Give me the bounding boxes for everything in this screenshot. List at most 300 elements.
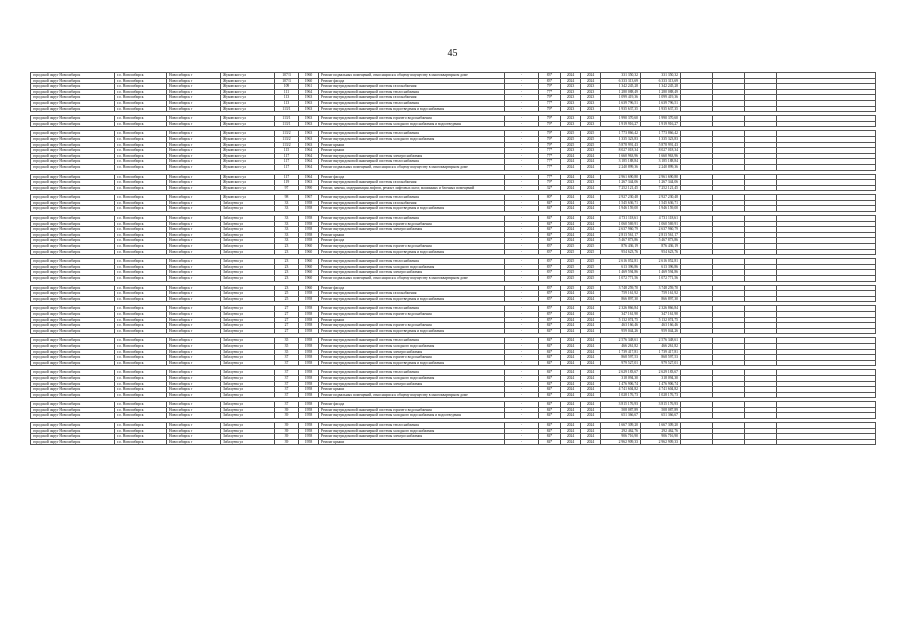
city-cell: Новосибирск г — [167, 216, 221, 222]
street-cell: Жуковского ул — [221, 136, 275, 142]
dash-cell: - — [505, 291, 539, 297]
year-built-cell: 1958 — [299, 291, 319, 297]
municipality-cell: городской округ Новосибирск — [31, 423, 115, 429]
street-cell: Забалуева ул — [221, 338, 275, 344]
total-cost-cell: 466 261,82 — [641, 343, 681, 349]
wear-cell: 77* — [539, 89, 561, 95]
work-type-cell: Ремонт внутридомовой инженерной системы теплоснабжения — [319, 338, 505, 344]
year-built-cell: 1967 — [299, 195, 319, 201]
house-number-cell: 113/1 — [275, 106, 299, 112]
municipality-cell: городской округ Новосибирск — [31, 106, 115, 112]
street-cell: Забалуева ул — [221, 370, 275, 376]
municipality-cell: городской округ Новосибирск — [31, 407, 115, 413]
wear-cell: 83* — [539, 244, 561, 250]
total-cost-cell: 868 597,53 — [641, 355, 681, 361]
year-built-cell: 1964 — [299, 148, 319, 154]
cost-cell: 1 773 866,42 — [601, 131, 641, 137]
city-cell: Новосибирск г — [167, 343, 221, 349]
dash-cell: - — [505, 370, 539, 376]
cost-cell: 2 629 183,67 — [601, 370, 641, 376]
cost-cell: 1 280 088,49 — [601, 89, 641, 95]
wear-cell: 83* — [539, 259, 561, 265]
street-cell: Жуковского ул — [221, 159, 275, 165]
house-number-cell: 39 — [275, 407, 299, 413]
house-number-cell: 115 — [275, 148, 299, 154]
work-type-cell: Ремонт внутридомовой инженерной системы холодного водоснабжения — [319, 375, 505, 381]
cost-cell: 3 748 259,70 — [601, 285, 641, 291]
city-cell: Новосибирск г — [167, 116, 221, 122]
work-type-cell: Ремонт внутридомовой инженерной системы теплоснабжения — [319, 306, 505, 312]
city-cell: Новосибирск г — [167, 276, 221, 282]
settlement-cell: г.о. Новосибирск — [115, 423, 167, 429]
street-cell: Забалуева ул — [221, 428, 275, 434]
work-type-cell: Ремонт крыши — [319, 142, 505, 148]
cost-cell: 959 044,26 — [601, 328, 641, 334]
city-cell: Новосибирск г — [167, 311, 221, 317]
cost-cell: 1 739 417,81 — [601, 349, 641, 355]
total-cost-cell: 959 044,26 — [641, 328, 681, 334]
dash-cell: - — [505, 153, 539, 159]
dash-cell: - — [505, 317, 539, 323]
cost-cell: 876 436,19 — [601, 244, 641, 250]
year-start-cell: 2024 — [561, 195, 581, 201]
municipality-cell: городской округ Новосибирск — [31, 78, 115, 84]
work-type-cell: Ремонт крыши — [319, 232, 505, 238]
year-start-cell: 2023 — [561, 95, 581, 101]
street-cell: Забалуева ул — [221, 227, 275, 233]
house-number-cell: 37 — [275, 355, 299, 361]
street-cell: Забалуева ул — [221, 381, 275, 387]
work-type-cell: Ремонт крыши — [319, 148, 505, 154]
year-start-cell: 2024 — [561, 428, 581, 434]
total-cost-cell: 1 639 796,51 — [641, 100, 681, 106]
year-start-cell: 2024 — [561, 164, 581, 170]
dash-cell: - — [505, 100, 539, 106]
cost-cell: 2 576 348,61 — [601, 338, 641, 344]
house-number-cell: 25 — [275, 291, 299, 297]
municipality-cell: городской округ Новосибирск — [31, 343, 115, 349]
work-type-cell: Ремонт фасада — [319, 238, 505, 244]
cost-cell: 1 946 159,00 — [601, 206, 641, 212]
year-start-cell: 2023 — [561, 121, 581, 127]
street-cell: Забалуева ул — [221, 413, 275, 419]
year-built-cell: 1963 — [299, 131, 319, 137]
year-start-cell: 2024 — [561, 392, 581, 398]
wear-cell: 84* — [539, 221, 561, 227]
municipality-cell: городской округ Новосибирск — [31, 360, 115, 366]
municipality-cell: городской округ Новосибирск — [31, 195, 115, 201]
year-end-cell: 2024 — [581, 370, 601, 376]
year-start-cell: 2024 — [561, 375, 581, 381]
year-end-cell: 2024 — [581, 328, 601, 334]
year-start-cell: 2024 — [561, 232, 581, 238]
year-end-cell: 2025 — [581, 264, 601, 270]
year-start-cell: 2024 — [561, 381, 581, 387]
city-cell: Новосибирск г — [167, 89, 221, 95]
house-number-cell: 113/2 — [275, 136, 299, 142]
municipality-cell: городской округ Новосибирск — [31, 270, 115, 276]
street-cell: Забалуева ул — [221, 392, 275, 398]
year-built-cell: 1958 — [299, 238, 319, 244]
cost-cell: 318 094,30 — [601, 375, 641, 381]
city-cell: Новосибирск г — [167, 153, 221, 159]
settlement-cell: г.о. Новосибирск — [115, 95, 167, 101]
year-built-cell: 1958 — [299, 206, 319, 212]
wear-cell: 32* — [539, 185, 561, 191]
year-start-cell: 2025 — [561, 244, 581, 250]
house-number-cell: 113 — [275, 95, 299, 101]
year-start-cell: 2024 — [561, 323, 581, 329]
city-cell: Новосибирск г — [167, 264, 221, 270]
year-built-cell: 1960 — [299, 249, 319, 255]
city-cell: Новосибирск г — [167, 306, 221, 312]
year-start-cell: 2024 — [561, 387, 581, 393]
settlement-cell: г.о. Новосибирск — [115, 100, 167, 106]
settlement-cell: г.о. Новосибирск — [115, 375, 167, 381]
dash-cell: - — [505, 306, 539, 312]
total-cost-cell: 2 240 899,36 — [641, 164, 681, 170]
total-cost-cell: 1 990 370,60 — [641, 116, 681, 122]
total-cost-cell: 8 027 018,34 — [641, 148, 681, 154]
total-cost-cell: 4 731 118,61 — [641, 216, 681, 222]
total-cost-cell: 6 333 313,69 — [641, 78, 681, 84]
settlement-cell: г.о. Новосибирск — [115, 270, 167, 276]
wear-cell: 83* — [539, 249, 561, 255]
municipality-cell: городской округ Новосибирск — [31, 317, 115, 323]
total-cost-cell: 1 739 417,81 — [641, 349, 681, 355]
street-cell: Жуковского ул — [221, 153, 275, 159]
municipality-cell: городской округ Новосибирск — [31, 370, 115, 376]
year-built-cell: 1958 — [299, 423, 319, 429]
city-cell: Новосибирск г — [167, 285, 221, 291]
cost-cell: 5 878 991,43 — [601, 142, 641, 148]
municipality-cell: городской округ Новосибирск — [31, 206, 115, 212]
work-type-cell: Ремонт внутридомовой инженерной системы водоотведения и водоснабжения — [319, 328, 505, 334]
total-cost-cell: 508 087,89 — [641, 407, 681, 413]
municipality-cell: городской округ Новосибирск — [31, 89, 115, 95]
street-cell: Жуковского ул — [221, 84, 275, 90]
total-cost-cell: 1 099 419,36 — [641, 95, 681, 101]
settlement-cell: г.о. Новосибирск — [115, 185, 167, 191]
settlement-cell: г.о. Новосибирск — [115, 434, 167, 440]
wear-cell: 84* — [539, 375, 561, 381]
work-type-cell: Ремонт подвальных помещений, относящихся к общему имуществу в многоквартирном доме — [319, 276, 505, 282]
wear-cell: 84* — [539, 387, 561, 393]
work-type-cell: Ремонт крыши — [319, 317, 505, 323]
wear-cell: 84* — [539, 227, 561, 233]
year-built-cell: 1964 — [299, 159, 319, 165]
city-cell: Новосибирск г — [167, 84, 221, 90]
house-number-cell: 117 — [275, 164, 299, 170]
settlement-cell: г.о. Новосибирск — [115, 317, 167, 323]
year-start-cell: 2024 — [561, 360, 581, 366]
total-cost-cell: 318 094,30 — [641, 375, 681, 381]
house-number-cell: 107/3 — [275, 73, 299, 79]
settlement-cell: г.о. Новосибирск — [115, 136, 167, 142]
year-built-cell: 1958 — [299, 355, 319, 361]
dash-cell: - — [505, 434, 539, 440]
municipality-cell: городской округ Новосибирск — [31, 249, 115, 255]
dash-cell: - — [505, 343, 539, 349]
total-cost-cell: 866 897,30 — [641, 296, 681, 302]
house-number-cell: 117 — [275, 174, 299, 180]
street-cell: Забалуева ул — [221, 343, 275, 349]
street-cell: Жуковского ул — [221, 89, 275, 95]
settlement-cell: г.о. Новосибирск — [115, 323, 167, 329]
total-cost-cell: 331 350,32 — [641, 73, 681, 79]
settlement-cell: г.о. Новосибирск — [115, 370, 167, 376]
city-cell: Новосибирск г — [167, 73, 221, 79]
capital-repair-table — [30, 72, 876, 445]
year-end-cell: 2025 — [581, 142, 601, 148]
year-built-cell: 1960 — [299, 259, 319, 265]
municipality-cell: городской округ Новосибирск — [31, 439, 115, 445]
municipality-cell: городской округ Новосибирск — [31, 276, 115, 282]
street-cell: Забалуева ул — [221, 244, 275, 250]
dash-cell: - — [505, 349, 539, 355]
street-cell: Жуковского ул — [221, 121, 275, 127]
work-type-cell: Ремонт подвальных помещений, относящихся к общему имуществу в многоквартирном доме — [319, 392, 505, 398]
cost-cell: 613 396,86 — [601, 264, 641, 270]
street-cell: Забалуева ул — [221, 407, 275, 413]
dash-cell: - — [505, 78, 539, 84]
wear-cell: 79* — [539, 136, 561, 142]
total-cost-cell: 347 161,90 — [641, 311, 681, 317]
dash-cell: - — [505, 328, 539, 334]
street-cell: Забалуева ул — [221, 206, 275, 212]
cost-cell: 5 467 873,86 — [601, 238, 641, 244]
municipality-cell: городской округ Новосибирск — [31, 174, 115, 180]
city-cell: Новосибирск г — [167, 148, 221, 154]
cost-cell: 2 326 866,84 — [601, 306, 641, 312]
city-cell: Новосибирск г — [167, 407, 221, 413]
dash-cell: - — [505, 407, 539, 413]
wear-cell: 79* — [539, 121, 561, 127]
year-built-cell: 1961 — [299, 84, 319, 90]
cost-cell: 1 342 245,28 — [601, 84, 641, 90]
street-cell: Забалуева ул — [221, 375, 275, 381]
year-end-cell: 2024 — [581, 355, 601, 361]
year-end-cell: 2025 — [581, 131, 601, 137]
year-end-cell: 2024 — [581, 349, 601, 355]
year-start-cell: 2024 — [561, 206, 581, 212]
year-end-cell: 2023 — [581, 148, 601, 154]
city-cell: Новосибирск г — [167, 131, 221, 137]
year-built-cell: 1960 — [299, 285, 319, 291]
year-end-cell: 2025 — [581, 244, 601, 250]
dash-cell: - — [505, 375, 539, 381]
total-cost-cell: 4 741 604,82 — [641, 387, 681, 393]
city-cell: Новосибирск г — [167, 296, 221, 302]
municipality-cell: городской округ Новосибирск — [31, 159, 115, 165]
year-end-cell: 2024 — [581, 221, 601, 227]
wear-cell: 84* — [539, 216, 561, 222]
year-built-cell: 1958 — [299, 402, 319, 408]
year-start-cell: 2024 — [561, 296, 581, 302]
wear-cell: 84* — [539, 439, 561, 445]
wear-cell: 84* — [539, 370, 561, 376]
municipality-cell: городской округ Новосибирск — [31, 185, 115, 191]
year-end-cell: 2024 — [581, 206, 601, 212]
total-cost-cell: 954 623,76 — [641, 249, 681, 255]
municipality-cell: городской округ Новосибирск — [31, 285, 115, 291]
settlement-cell: г.о. Новосибирск — [115, 106, 167, 112]
wear-cell: 83* — [539, 264, 561, 270]
settlement-cell: г.о. Новосибирск — [115, 264, 167, 270]
year-built-cell: 1960 — [299, 78, 319, 84]
total-cost-cell: 1 280 088,49 — [641, 89, 681, 95]
city-cell: Новосибирск г — [167, 402, 221, 408]
street-cell: Жуковского ул — [221, 131, 275, 137]
dash-cell: - — [505, 84, 539, 90]
dash-cell: - — [505, 428, 539, 434]
dash-cell: - — [505, 185, 539, 191]
year-end-cell: 2024 — [581, 434, 601, 440]
wear-cell: 79* — [539, 180, 561, 186]
street-cell: Жуковского ул — [221, 78, 275, 84]
city-cell: Новосибирск г — [167, 232, 221, 238]
work-type-cell: Ремонт внутридомовой инженерной системы газоснабжения — [319, 180, 505, 186]
work-type-cell: Ремонт фасада — [319, 174, 505, 180]
house-number-cell: 39 — [275, 428, 299, 434]
cost-cell: 1 335 323,83 — [601, 136, 641, 142]
house-number-cell: 37 — [275, 370, 299, 376]
dash-cell: - — [505, 381, 539, 387]
wear-cell: 84* — [539, 206, 561, 212]
municipality-cell: городской округ Новосибирск — [31, 216, 115, 222]
city-cell: Новосибирск г — [167, 121, 221, 127]
work-type-cell: Ремонт фасада — [319, 402, 505, 408]
total-cost-cell: 1 469 594,86 — [641, 270, 681, 276]
settlement-cell: г.о. Новосибирск — [115, 428, 167, 434]
city-cell: Новосибирск г — [167, 227, 221, 233]
year-built-cell: 1958 — [299, 343, 319, 349]
dash-cell: - — [505, 232, 539, 238]
settlement-cell: г.о. Новосибирск — [115, 195, 167, 201]
work-type-cell: Ремонт внутридомовой инженерной системы теплоснабжения — [319, 423, 505, 429]
wear-cell: 79* — [539, 106, 561, 112]
city-cell: Новосибирск г — [167, 249, 221, 255]
cost-cell: 4 741 604,82 — [601, 387, 641, 393]
street-cell: Жуковского ул — [221, 116, 275, 122]
dash-cell: - — [505, 413, 539, 419]
cost-cell: 1 660 963,96 — [601, 153, 641, 159]
house-number-cell: 111 — [275, 89, 299, 95]
year-end-cell: 2023 — [581, 100, 601, 106]
work-type-cell: Ремонт внутридомовой инженерной системы водоотведения и водоснабжения — [319, 106, 505, 112]
house-number-cell: 23 — [275, 264, 299, 270]
dash-cell: - — [505, 164, 539, 170]
city-cell: Новосибирск г — [167, 164, 221, 170]
year-built-cell: 1958 — [299, 360, 319, 366]
total-cost-cell: 2 927 230,48 — [641, 195, 681, 201]
empty-cell — [777, 439, 876, 445]
city-cell: Новосибирск г — [167, 174, 221, 180]
total-cost-cell: 651 366,67 — [641, 413, 681, 419]
year-start-cell: 2024 — [561, 370, 581, 376]
wear-cell: 77* — [539, 174, 561, 180]
settlement-cell: г.о. Новосибирск — [115, 116, 167, 122]
cost-cell: 2 961 690,80 — [601, 174, 641, 180]
house-number-cell: 23 — [275, 259, 299, 265]
work-type-cell: Ремонт подвальных помещений, относящихся к общему имуществу в многоквартирном доме — [319, 164, 505, 170]
city-cell: Новосибирск г — [167, 370, 221, 376]
year-built-cell: 1958 — [299, 221, 319, 227]
page-number: 45 — [447, 48, 458, 59]
house-number-cell: 33 — [275, 216, 299, 222]
work-type-cell: Ремонт внутридомовой инженерной системы газоснабжения — [319, 95, 505, 101]
municipality-cell: городской округ Новосибирск — [31, 221, 115, 227]
work-type-cell: Ремонт внутридомовой инженерной системы водоотведения и водоснабжения — [319, 206, 505, 212]
house-number-cell: 37 — [275, 392, 299, 398]
total-cost-cell: 2 962 909,33 — [641, 439, 681, 445]
city-cell: Новосибирск г — [167, 106, 221, 112]
settlement-cell: г.о. Новосибирск — [115, 311, 167, 317]
wear-cell: 84* — [539, 428, 561, 434]
municipality-cell: городской округ Новосибирск — [31, 387, 115, 393]
work-type-cell: Ремонт внутридомовой инженерной системы горячего водоснабжения — [319, 221, 505, 227]
year-end-cell: 2024 — [581, 195, 601, 201]
settlement-cell: г.о. Новосибирск — [115, 221, 167, 227]
work-type-cell: Ремонт внутридомовой инженерной системы электроснабжения — [319, 381, 505, 387]
total-cost-cell: 759 161,92 — [641, 291, 681, 297]
house-number-cell: 27 — [275, 306, 299, 312]
street-cell: Забалуева ул — [221, 349, 275, 355]
wear-cell: 79* — [539, 84, 561, 90]
work-type-cell: Ремонт крыши — [319, 387, 505, 393]
work-type-cell: Ремонт внутридомовой инженерной системы холодного водоснабжения и водоотведения — [319, 413, 505, 419]
year-end-cell: 2023 — [581, 121, 601, 127]
year-built-cell: 1958 — [299, 328, 319, 334]
cost-cell: 1 028 176,73 — [601, 392, 641, 398]
settlement-cell: г.о. Новосибирск — [115, 291, 167, 297]
municipality-cell: городской округ Новосибирск — [31, 328, 115, 334]
year-end-cell: 2023 — [581, 84, 601, 90]
dash-cell: - — [505, 227, 539, 233]
year-built-cell: 1958 — [299, 387, 319, 393]
dash-cell: - — [505, 392, 539, 398]
empty-cell — [745, 439, 777, 445]
year-start-cell: 2023 — [561, 84, 581, 90]
dash-cell: - — [505, 221, 539, 227]
work-type-cell: Ремонт внутридомовой инженерной системы теплоснабжения — [319, 216, 505, 222]
municipality-cell: городской округ Новосибирск — [31, 238, 115, 244]
settlement-cell: г.о. Новосибирск — [115, 343, 167, 349]
wear-cell: 77* — [539, 100, 561, 106]
year-start-cell: 2025 — [561, 249, 581, 255]
year-start-cell: 2024 — [561, 434, 581, 440]
year-start-cell: 2025 — [561, 276, 581, 282]
wear-cell: 84* — [539, 200, 561, 206]
house-number-cell: 33 — [275, 221, 299, 227]
house-number-cell: 27 — [275, 317, 299, 323]
wear-cell: 84* — [539, 381, 561, 387]
year-built-cell: 1958 — [299, 317, 319, 323]
wear-cell: 77* — [539, 164, 561, 170]
year-start-cell: 2024 — [561, 153, 581, 159]
year-end-cell: 2024 — [581, 159, 601, 165]
year-built-cell: 1958 — [299, 200, 319, 206]
house-number-cell: 119 — [275, 180, 299, 186]
year-built-cell: 1958 — [299, 306, 319, 312]
total-cost-cell: 1 060 569,91 — [641, 221, 681, 227]
year-start-cell: 2024 — [561, 200, 581, 206]
year-end-cell: 2024 — [581, 375, 601, 381]
dash-cell: - — [505, 142, 539, 148]
year-built-cell: 1964 — [299, 89, 319, 95]
city-cell: Новосибирск г — [167, 381, 221, 387]
dash-cell: - — [505, 116, 539, 122]
